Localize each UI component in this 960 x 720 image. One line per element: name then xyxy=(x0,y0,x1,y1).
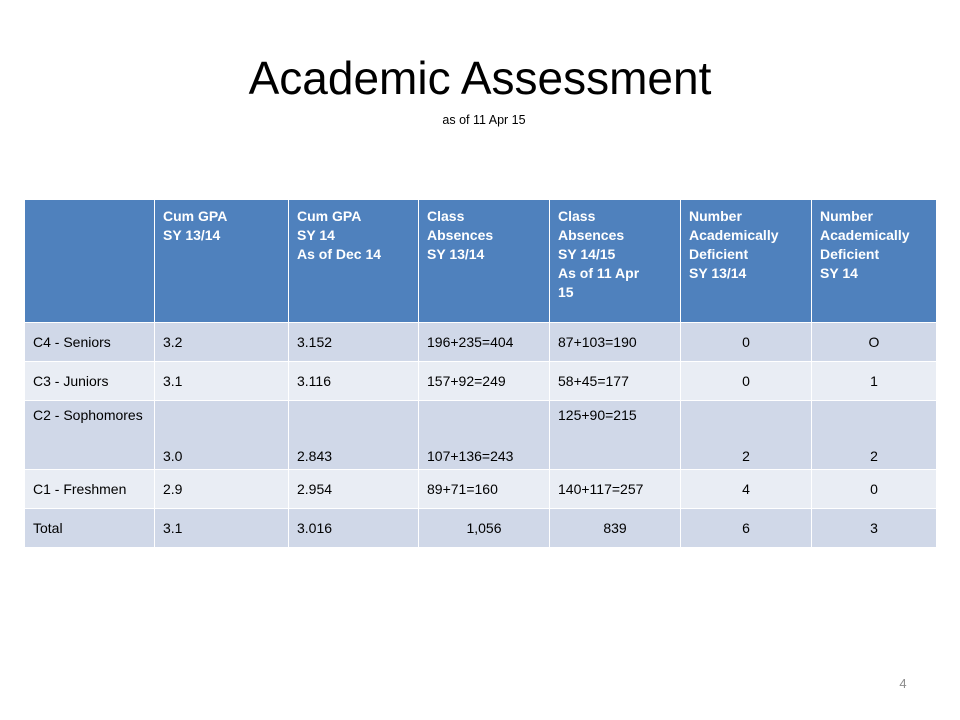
header-line: SY 13/14 xyxy=(689,265,747,281)
table-row xyxy=(25,470,937,509)
header-empty xyxy=(25,200,155,323)
header-line: Absences xyxy=(558,227,625,243)
header-line: SY 13/14 xyxy=(163,227,221,243)
header-line: Cum GPA xyxy=(297,208,362,224)
cell: 3.2 xyxy=(155,323,289,362)
cell: 140+117=257 xyxy=(550,470,681,509)
cell: 0 xyxy=(681,323,812,362)
row-label: C4 - Seniors xyxy=(25,323,155,362)
cell: 3.016 xyxy=(289,509,419,548)
header-line: SY 14/15 xyxy=(558,246,616,262)
cell: 6 xyxy=(681,509,812,548)
header-deficient-14 xyxy=(812,200,937,323)
cell: 3.0 xyxy=(155,401,289,470)
cell: 839 xyxy=(550,509,681,548)
header-line: Absences xyxy=(427,227,494,243)
row-label: C2 - Sophomores xyxy=(25,401,155,470)
cell: 157+92=249 xyxy=(419,362,550,401)
cell: 1 xyxy=(812,362,937,401)
header-line: Cum GPA xyxy=(163,208,228,224)
header-line: Academically xyxy=(820,227,910,243)
slide-subtitle: as of 11 Apr 15 xyxy=(442,113,526,127)
table-header-row xyxy=(25,200,937,323)
header-line: SY 13/14 xyxy=(427,246,485,262)
cell: 2.954 xyxy=(289,470,419,509)
cell: 0 xyxy=(812,470,937,509)
cell: 1,056 xyxy=(419,509,550,548)
cell: 3.152 xyxy=(289,323,419,362)
cell: 3.1 xyxy=(155,509,289,548)
cell: 4 xyxy=(681,470,812,509)
header-line: Number xyxy=(689,208,742,224)
row-label: C3 - Juniors xyxy=(25,362,155,401)
table-row xyxy=(25,362,937,401)
slide-title: Academic Assessment xyxy=(248,52,712,104)
header-line: SY 14 xyxy=(297,227,335,243)
cell: 125+90=215 xyxy=(550,401,681,470)
header-cum-gpa-1314 xyxy=(155,200,289,323)
row-label: C1 - Freshmen xyxy=(25,470,155,509)
table-row xyxy=(25,401,937,470)
header-absences-1415 xyxy=(550,200,681,323)
cell: 107+136=243 xyxy=(419,401,550,470)
row-label: Total xyxy=(25,509,155,548)
cell: 3.1 xyxy=(155,362,289,401)
cell: 2.843 xyxy=(289,401,419,470)
header-line: 15 xyxy=(558,284,574,300)
header-line: Academically xyxy=(689,227,779,243)
header-line: Number xyxy=(820,208,873,224)
page-number: 4 xyxy=(899,676,907,691)
header-line: Class xyxy=(558,208,596,224)
table-row xyxy=(25,509,937,548)
cell: 2 xyxy=(681,401,812,470)
cell: 2.9 xyxy=(155,470,289,509)
header-line: Class xyxy=(427,208,465,224)
header-cum-gpa-14 xyxy=(289,200,419,323)
cell: 196+235=404 xyxy=(419,323,550,362)
cell: 0 xyxy=(681,362,812,401)
cell: 2 xyxy=(812,401,937,470)
header-absences-1314 xyxy=(419,200,550,323)
header-line: Deficient xyxy=(689,246,749,262)
header-line: As of Dec 14 xyxy=(297,246,382,262)
cell: 3.116 xyxy=(289,362,419,401)
assessment-table xyxy=(24,199,937,548)
cell: 89+71=160 xyxy=(419,470,550,509)
header-deficient-1314 xyxy=(681,200,812,323)
cell: 3 xyxy=(812,509,937,548)
cell: 58+45=177 xyxy=(550,362,681,401)
cell: O xyxy=(812,323,937,362)
cell: 87+103=190 xyxy=(550,323,681,362)
table-row xyxy=(25,323,937,362)
header-line: Deficient xyxy=(820,246,880,262)
header-line: As of 11 Apr xyxy=(558,265,640,281)
header-line: SY 14 xyxy=(820,265,858,281)
